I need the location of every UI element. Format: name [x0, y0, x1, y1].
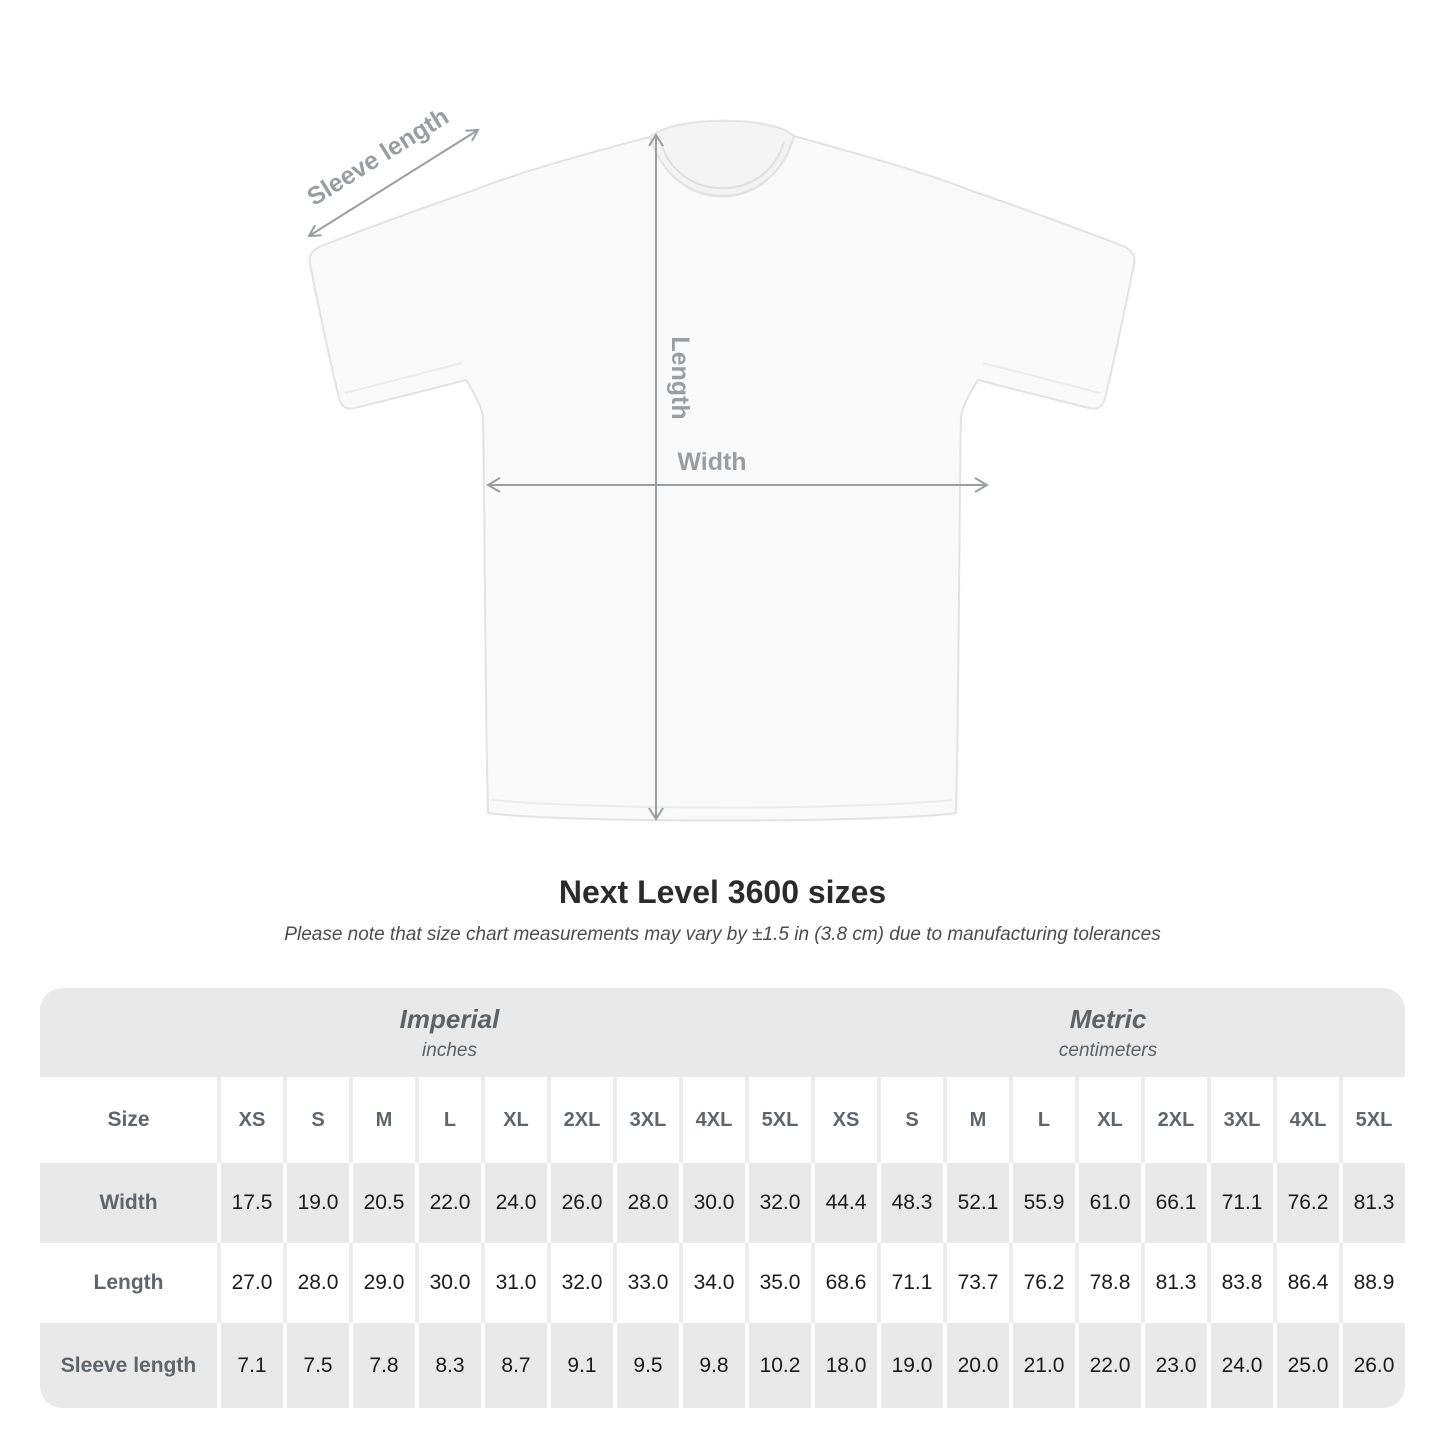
value-cell: 83.8	[1211, 1243, 1273, 1323]
value-cell: 20.0	[947, 1323, 1009, 1408]
value-cell: 24.0	[485, 1163, 547, 1243]
value-cell: 10.2	[749, 1323, 811, 1408]
size-col-header: XL	[485, 1077, 547, 1163]
size-col-header: 3XL	[1211, 1077, 1273, 1163]
value-cell: 28.0	[287, 1243, 349, 1323]
page-title: Next Level 3600 sizes	[558, 874, 887, 910]
value-cell: 31.0	[485, 1243, 547, 1323]
value-cell: 86.4	[1277, 1243, 1339, 1323]
size-col-header: XL	[1079, 1077, 1141, 1163]
value-cell: 35.0	[749, 1243, 811, 1323]
value-cell: 23.0	[1145, 1323, 1207, 1408]
size-col-header: XS	[815, 1077, 877, 1163]
value-cell: 22.0	[419, 1163, 481, 1243]
length-label: Length	[666, 336, 694, 420]
size-col-header: M	[947, 1077, 1009, 1163]
size-col-header: 2XL	[1145, 1077, 1207, 1163]
value-cell: 18.0	[815, 1323, 877, 1408]
value-cell: 24.0	[1211, 1323, 1273, 1408]
sleeve-length-row	[40, 1323, 1405, 1408]
value-cell: 76.2	[1013, 1243, 1075, 1323]
size-col-header: 4XL	[1277, 1077, 1339, 1163]
value-cell: 52.1	[947, 1163, 1009, 1243]
value-cell: 28.0	[617, 1163, 679, 1243]
title-block	[0, 874, 1445, 946]
value-cell: 9.8	[683, 1323, 745, 1408]
width-label: Width	[677, 448, 747, 476]
sleeve-length-label: Sleeve length	[302, 102, 454, 212]
size-col-header: L	[1013, 1077, 1075, 1163]
unit-group-imperial	[40, 988, 811, 1077]
metric-label: Metric	[1069, 1003, 1147, 1034]
value-cell: 20.5	[353, 1163, 415, 1243]
value-cell: 7.1	[221, 1323, 283, 1408]
value-cell: 68.6	[815, 1243, 877, 1323]
length-row-label: Length	[40, 1243, 217, 1323]
size-col-header: L	[419, 1077, 481, 1163]
value-cell: 48.3	[881, 1163, 943, 1243]
value-cell: 26.0	[1343, 1323, 1405, 1408]
value-cell: 81.3	[1343, 1163, 1405, 1243]
value-cell: 21.0	[1013, 1323, 1075, 1408]
value-cell: 32.0	[749, 1163, 811, 1243]
size-table	[40, 988, 1405, 1408]
size-col-header: 3XL	[617, 1077, 679, 1163]
value-cell: 29.0	[353, 1243, 415, 1323]
width-row	[40, 1163, 1405, 1243]
value-cell: 33.0	[617, 1243, 679, 1323]
page-subtitle: Please note that size chart measurements may vary by ±1.5 in (3.8 cm) due to manufacturing tolerances	[284, 924, 1161, 945]
size-col-header: S	[287, 1077, 349, 1163]
imperial-unit: inches	[422, 1039, 477, 1061]
size-header-row	[40, 1077, 1405, 1163]
length-row	[40, 1243, 1405, 1323]
value-cell: 55.9	[1013, 1163, 1075, 1243]
value-cell: 25.0	[1277, 1323, 1339, 1408]
value-cell: 9.1	[551, 1323, 613, 1408]
sleeve-length-row-label: Sleeve length	[40, 1323, 217, 1408]
value-cell: 19.0	[287, 1163, 349, 1243]
size-col-header: M	[353, 1077, 415, 1163]
size-col-header: S	[881, 1077, 943, 1163]
size-header-label: Size	[40, 1077, 217, 1163]
value-cell: 30.0	[683, 1163, 745, 1243]
value-cell: 34.0	[683, 1243, 745, 1323]
value-cell: 32.0	[551, 1243, 613, 1323]
value-cell: 17.5	[221, 1163, 283, 1243]
value-cell: 8.7	[485, 1323, 547, 1408]
size-col-header: XS	[221, 1077, 283, 1163]
size-col-header: 4XL	[683, 1077, 745, 1163]
value-cell: 76.2	[1277, 1163, 1339, 1243]
value-cell: 61.0	[1079, 1163, 1141, 1243]
value-cell: 30.0	[419, 1243, 481, 1323]
imperial-label: Imperial	[399, 1003, 500, 1034]
value-cell: 19.0	[881, 1323, 943, 1408]
value-cell: 71.1	[1211, 1163, 1273, 1243]
value-cell: 71.1	[881, 1243, 943, 1323]
value-cell: 88.9	[1343, 1243, 1405, 1323]
unit-group-metric	[811, 988, 1405, 1077]
unit-band	[40, 988, 1405, 1077]
value-cell: 78.8	[1079, 1243, 1141, 1323]
value-cell: 8.3	[419, 1323, 481, 1408]
value-cell: 7.8	[353, 1323, 415, 1408]
value-cell: 26.0	[551, 1163, 613, 1243]
value-cell: 66.1	[1145, 1163, 1207, 1243]
size-col-header: 5XL	[1343, 1077, 1405, 1163]
metric-unit: centimeters	[1058, 1039, 1158, 1061]
tshirt-illustration	[310, 136, 1135, 821]
value-cell: 44.4	[815, 1163, 877, 1243]
value-cell: 7.5	[287, 1323, 349, 1408]
size-col-header: 5XL	[749, 1077, 811, 1163]
width-row-label: Width	[40, 1163, 217, 1243]
value-cell: 81.3	[1145, 1243, 1207, 1323]
value-cell: 9.5	[617, 1323, 679, 1408]
value-cell: 27.0	[221, 1243, 283, 1323]
value-cell: 22.0	[1079, 1323, 1141, 1408]
value-cell: 73.7	[947, 1243, 1009, 1323]
size-col-header: 2XL	[551, 1077, 613, 1163]
